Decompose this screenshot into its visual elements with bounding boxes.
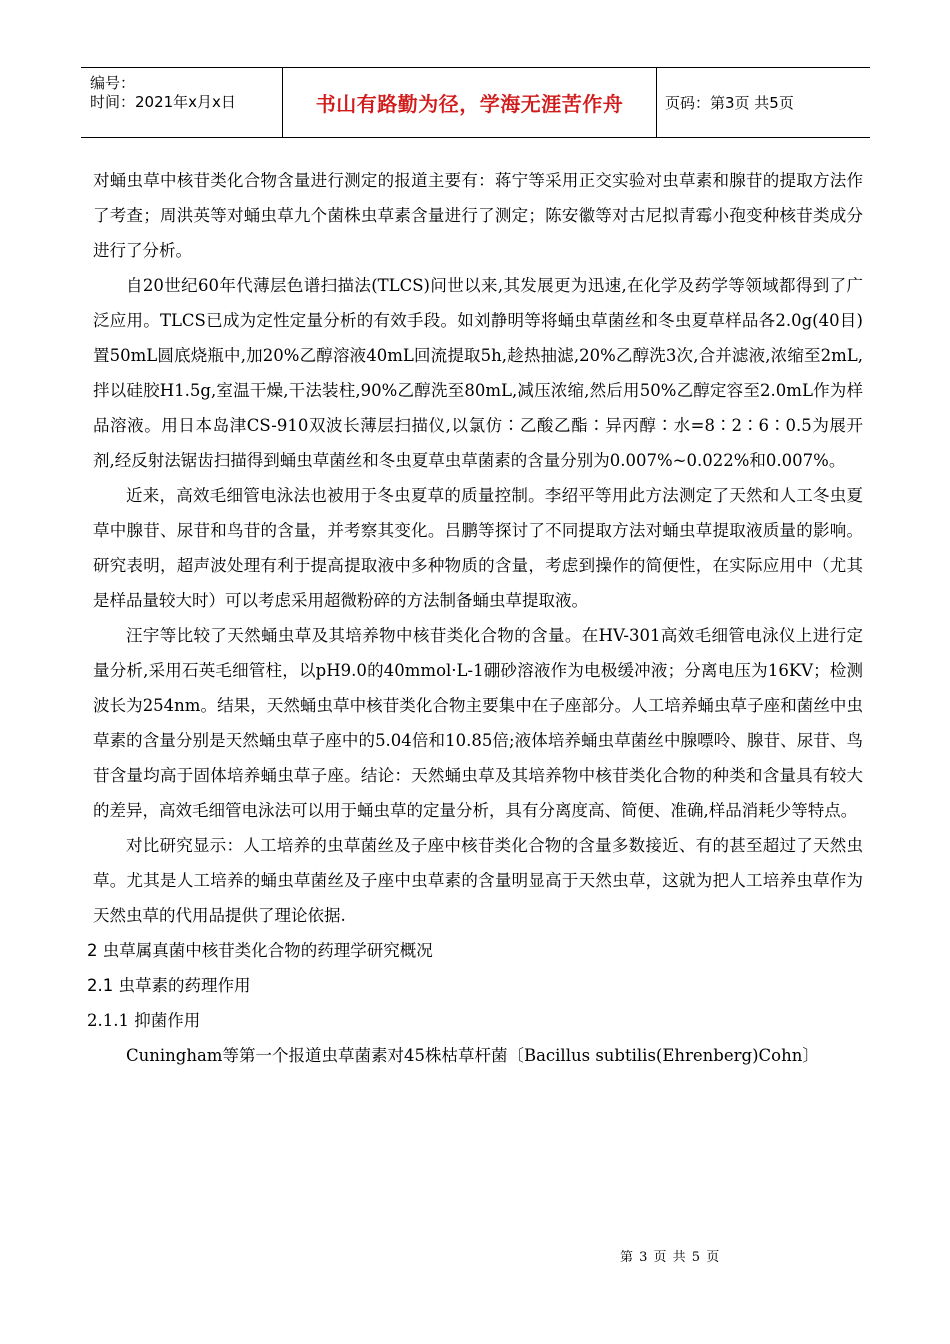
page-header bbox=[81, 67, 870, 138]
document-date: 时间：2021年x月x日 bbox=[90, 93, 236, 111]
section-heading-2-1: 2.1 虫草素的药理作用 bbox=[87, 976, 251, 995]
document-body bbox=[87, 163, 863, 1073]
paragraph-2: 自20世纪60年代薄层色谱扫描法(TLCS)问世以来,其发展更为迅速,在化学及药学等领域都得到了广泛应用。TLCS已成为定性定量分析的有效手段。如刘静明等将蛹虫草菌丝和冬虫夏草样品各2.0g(40目)置50mL圆底烧瓶中,加20%乙醇溶液40mL回流提取5h,趁热抽滤,20%乙醇洗3次,合并滤液,浓缩至2mL,拌以硅胶H1.5g,室温干燥,干法装柱,90%乙醇洗至80mL,减压浓缩,然后用50%乙醇定容至2.0mL作为样品溶液。用日本岛津CS-910双波长薄层扫描仪,以氯仿∶乙酸乙酯∶异丙醇∶水=8∶2∶6∶0.5为展开剂,经反射法锯齿扫描得到蛹虫草菌丝和冬虫夏草虫草菌素的含量分别为0.007%~0.022%和0.007%。 bbox=[93, 276, 863, 470]
paragraph-3: 近来，高效毛细管电泳法也被用于冬虫夏草的质量控制。李绍平等用此方法测定了天然和人工冬虫夏草中腺苷、尿苷和鸟苷的含量，并考察其变化。吕鹏等探讨了不同提取方法对蛹虫草提取液质量的影响。研究表明，超声波处理有利于提高提取液中多种物质的含量，考虑到操作的简便性，在实际应用中（尤其是样品量较大时）可以考虑采用超微粉碎的方法制备蛹虫草提取液。 bbox=[93, 486, 863, 610]
paragraph-5: 对比研究显示：人工培养的虫草菌丝及子座中核苷类化合物的含量多数接近、有的甚至超过了天然虫草。尤其是人工培养的蛹虫草菌丝及子座中虫草素的含量明显高于天然虫草，这就为把人工培养虫草作为天然虫草的代用品提供了理论依据. bbox=[93, 836, 863, 925]
document-number-label: 编号： bbox=[90, 74, 136, 92]
paragraph-4: 汪宇等比较了天然蛹虫草及其培养物中核苷类化合物的含量。在HV-301高效毛细管电泳仪上进行定量分析,采用石英毛细管柱，以pH9.0的40mmol·L-1硼砂溶液作为电极缓冲液；分离电压为16KV；检测波长为254nm。结果，天然蛹虫草中核苷类化合物主要集中在子座部分。人工培养蛹虫草子座和菌丝中虫草素的含量分别是天然蛹虫草子座中的5.04倍和10.85倍;液体培养蛹虫草菌丝中腺嘌呤、腺苷、尿苷、鸟苷含量均高于固体培养蛹虫草子座。结论：天然蛹虫草及其培养物中核苷类化合物的种类和含量具有较大的差异，高效毛细管电泳法可以用于蛹虫草的定量分析，具有分离度高、简便、准确,样品消耗少等特点。 bbox=[93, 626, 863, 820]
paragraph-6: Cuningham等第一个报道虫草菌素对45株枯草杆菌〔Bacillus subtilis(Ehrenberg)Cohn〕 bbox=[126, 1046, 819, 1065]
section-heading-2: 2 虫草属真菌中核苷类化合物的药理学研究概况 bbox=[87, 941, 433, 960]
footer-page-number: 第 3 页 共 5 页 bbox=[620, 1250, 721, 1265]
header-page-info: 页码：第3页 共5页 bbox=[665, 94, 794, 112]
header-motto: 书山有路勤为径，学海无涯苦作舟 bbox=[315, 92, 624, 116]
header-page-cell bbox=[656, 68, 870, 137]
section-heading-2-1-1: 2.1.1 抑菌作用 bbox=[87, 1011, 201, 1030]
header-meta bbox=[81, 68, 281, 137]
header-motto-cell bbox=[282, 68, 657, 137]
paragraph-1: 对蛹虫草中核苷类化合物含量进行测定的报道主要有：蒋宁等采用正交实验对虫草素和腺苷的提取方法作了考查；周洪英等对蛹虫草九个菌株虫草素含量进行了测定；陈安徽等对古尼拟青霉小孢变种核苷类成分进行了分析。 bbox=[93, 171, 863, 260]
